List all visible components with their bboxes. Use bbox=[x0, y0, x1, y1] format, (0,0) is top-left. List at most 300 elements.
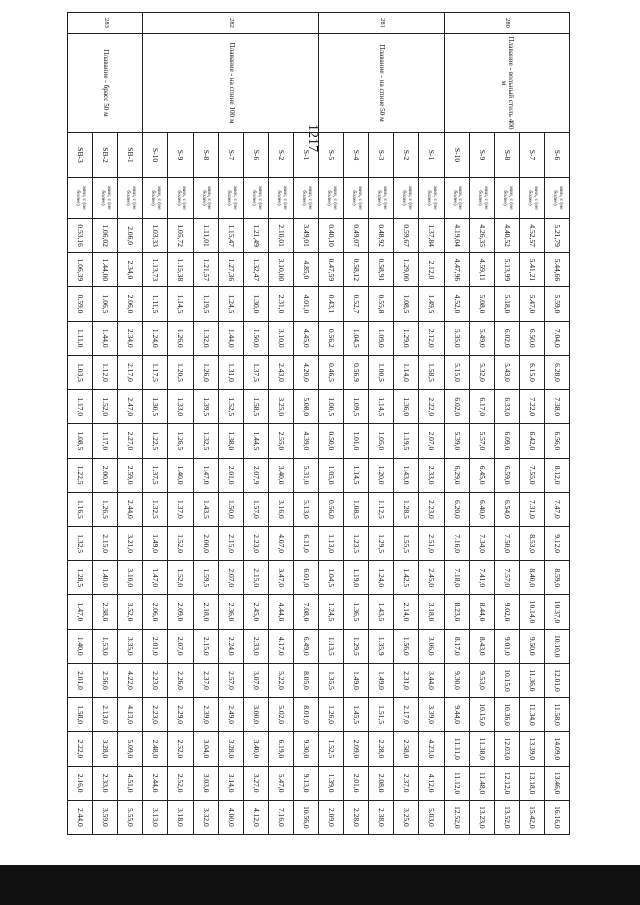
result-value: 1.32,5 bbox=[68, 526, 93, 560]
result-value: 5.39,0 bbox=[444, 424, 469, 458]
result-value: 1.13,5 bbox=[319, 629, 344, 663]
result-value: 2.18,0 bbox=[193, 595, 218, 629]
result-value: 3.10,0 bbox=[118, 561, 143, 595]
result-value: 1.20,5 bbox=[168, 355, 193, 389]
result-value: 11.36,0 bbox=[519, 663, 544, 697]
scan-bottom-border bbox=[0, 865, 640, 905]
result-value: 6.11,0 bbox=[293, 526, 318, 560]
result-value: 10.14,0 bbox=[519, 595, 544, 629]
result-value: 1.29,0 bbox=[394, 321, 419, 355]
result-value: 2.06,0 bbox=[118, 219, 143, 253]
result-value: 1.17,5 bbox=[143, 355, 168, 389]
result-value: 7.22,0 bbox=[519, 390, 544, 424]
result-value: 1.04,5 bbox=[319, 561, 344, 595]
result-value: 12.12,0 bbox=[494, 766, 519, 800]
result-value: 3.44,0 bbox=[419, 663, 444, 697]
result-value: 1.14,0 bbox=[394, 355, 419, 389]
sport-class: S-10 bbox=[444, 133, 469, 178]
result-value: 10.15,0 bbox=[469, 698, 494, 732]
result-value: 1.05,0 bbox=[369, 424, 394, 458]
sport-class: SB-2 bbox=[93, 133, 118, 178]
result-value: 3.03,0 bbox=[193, 766, 218, 800]
result-value: 8.53,0 bbox=[519, 526, 544, 560]
sport-class: S-9 bbox=[168, 133, 193, 178]
table-row bbox=[544, 13, 569, 835]
result-value: 12.03,0 bbox=[494, 732, 519, 766]
result-value: 2.28,0 bbox=[344, 800, 369, 834]
result-value: 1.38,0 bbox=[218, 424, 243, 458]
result-value: 4.40,52 bbox=[494, 219, 519, 253]
result-value: 2.12,0 bbox=[419, 321, 444, 355]
result-value: 3.40,0 bbox=[268, 458, 293, 492]
sport-class: S-8 bbox=[193, 133, 218, 178]
result-value: 0.48,92 bbox=[369, 219, 394, 253]
result-value: 5.02,0 bbox=[268, 698, 293, 732]
result-value: 6.29,0 bbox=[444, 458, 469, 492]
result-value: 1.47,0 bbox=[68, 595, 93, 629]
result-value: 2.52,0 bbox=[168, 732, 193, 766]
table-row bbox=[444, 13, 469, 835]
result-value: 0.43,1 bbox=[319, 287, 344, 321]
result-value: 2.33,0 bbox=[93, 766, 118, 800]
result-value: 1.24,5 bbox=[319, 595, 344, 629]
result-value: 8.23,0 bbox=[444, 595, 469, 629]
sport-class: S-6 bbox=[544, 133, 569, 178]
result-value: 7.55,0 bbox=[519, 458, 544, 492]
result-value: 0.56,9 bbox=[344, 355, 369, 389]
table-row bbox=[293, 13, 318, 835]
result-value: 2.07,0 bbox=[168, 629, 193, 663]
result-value: 1.44,00 bbox=[93, 253, 118, 287]
result-value: 2.47,0 bbox=[118, 390, 143, 424]
result-value: 12.52,0 bbox=[444, 800, 469, 834]
result-value: 2.01,0 bbox=[218, 458, 243, 492]
result-value: 1.37,5 bbox=[243, 355, 268, 389]
result-value: 6.40,0 bbox=[469, 492, 494, 526]
result-value: 2.31,0 bbox=[394, 663, 419, 697]
result-value: 13.46,0 bbox=[544, 766, 569, 800]
result-value: 5.09,0 bbox=[118, 732, 143, 766]
result-value: 10.37,0 bbox=[544, 595, 569, 629]
result-value: 1.01,0 bbox=[344, 424, 369, 458]
result-value: 1.26,0 bbox=[193, 355, 218, 389]
result-value: 5.18,0 bbox=[494, 287, 519, 321]
unit-label: мин, с (не более) bbox=[319, 178, 344, 219]
result-value: 0.50,0 bbox=[319, 424, 344, 458]
result-value: 1.12,5 bbox=[369, 492, 394, 526]
result-value: 8.05,0 bbox=[293, 663, 318, 697]
sport-class: S-4 bbox=[344, 133, 369, 178]
unit-label: мин, с (не более) bbox=[218, 178, 243, 219]
sport-class: S-8 bbox=[494, 133, 519, 178]
result-value: 1.43,5 bbox=[369, 595, 394, 629]
result-value: 8.59,0 bbox=[544, 561, 569, 595]
sport-class: S-2 bbox=[394, 133, 419, 178]
result-value: 6.56,0 bbox=[544, 424, 569, 458]
result-value: 16.16,0 bbox=[544, 800, 569, 834]
result-value: 3.14,0 bbox=[218, 766, 243, 800]
result-value: 4.20,0 bbox=[293, 355, 318, 389]
result-value: 6.45,0 bbox=[469, 458, 494, 492]
result-value: 1.26,0 bbox=[168, 321, 193, 355]
result-value: 2.28,0 bbox=[369, 732, 394, 766]
result-value: 1.15,38 bbox=[168, 253, 193, 287]
result-value: 1.14,5 bbox=[168, 287, 193, 321]
result-value: 0.47,59 bbox=[319, 253, 344, 287]
result-value: 2.24,0 bbox=[218, 629, 243, 663]
unit-label: мин, с (не более) bbox=[444, 178, 469, 219]
result-value: 0.58,12 bbox=[344, 253, 369, 287]
result-value: 3.00,0 bbox=[243, 698, 268, 732]
result-value: 1.14,5 bbox=[369, 390, 394, 424]
result-value: 6.49,0 bbox=[293, 629, 318, 663]
result-value: 7.04,0 bbox=[544, 321, 569, 355]
result-value: 2.07,0 bbox=[218, 561, 243, 595]
discipline-name: Плавание - брасс 50 м bbox=[68, 34, 143, 133]
result-value: 1.00,5 bbox=[369, 355, 394, 389]
result-value: 2.48,0 bbox=[143, 732, 168, 766]
result-value: 2.56,0 bbox=[93, 663, 118, 697]
result-value: 6.42,0 bbox=[519, 424, 544, 458]
result-value: 3.25,0 bbox=[394, 800, 419, 834]
result-value: 2.00,0 bbox=[193, 526, 218, 560]
result-value: 1.32,5 bbox=[143, 492, 168, 526]
result-value: 9.02,0 bbox=[494, 595, 519, 629]
result-value: 12.01,0 bbox=[544, 663, 569, 697]
result-value: 9.44,0 bbox=[444, 698, 469, 732]
result-value: 1.06,5 bbox=[93, 287, 118, 321]
result-value: 6.01,0 bbox=[293, 561, 318, 595]
result-value: 5.08,0 bbox=[469, 287, 494, 321]
result-value: 2.31,0 bbox=[268, 287, 293, 321]
result-value: 1.20,0 bbox=[369, 458, 394, 492]
result-value: 2.23,0 bbox=[419, 492, 444, 526]
result-value: 2.14,0 bbox=[394, 595, 419, 629]
result-value: 4.17,0 bbox=[268, 629, 293, 663]
result-value: 1.03,33 bbox=[143, 219, 168, 253]
result-value: 3.49,01 bbox=[293, 219, 318, 253]
result-value: 0.49,07 bbox=[344, 219, 369, 253]
result-value: 2.45,0 bbox=[419, 561, 444, 595]
unit-label: мин, с (не более) bbox=[419, 178, 444, 219]
result-value: 7.16,0 bbox=[444, 526, 469, 560]
result-value: 2.38,0 bbox=[93, 595, 118, 629]
result-value: 1.53,0 bbox=[93, 629, 118, 663]
result-value: 1.22,5 bbox=[68, 458, 93, 492]
result-value: 2.38,0 bbox=[369, 800, 394, 834]
result-value: 2.06,0 bbox=[118, 287, 143, 321]
result-value: 1.43,0 bbox=[394, 458, 419, 492]
result-value: 2.23,0 bbox=[143, 663, 168, 697]
unit-label: мин, с (не более) bbox=[494, 178, 519, 219]
result-value: 2.09,0 bbox=[319, 800, 344, 834]
result-value: 7.57,0 bbox=[494, 561, 519, 595]
result-value: 1.08,5 bbox=[68, 424, 93, 458]
result-value: 1.56,0 bbox=[394, 629, 419, 663]
result-value: 1.49,0 bbox=[143, 526, 168, 560]
result-value: 4.59,11 bbox=[469, 253, 494, 287]
result-value: 8.43,0 bbox=[469, 629, 494, 663]
result-value: 7.08,0 bbox=[293, 595, 318, 629]
result-value: 11.34,0 bbox=[519, 698, 544, 732]
result-value: 2.36,0 bbox=[218, 595, 243, 629]
result-value: 11.11,0 bbox=[444, 732, 469, 766]
result-value: 3.32,0 bbox=[193, 800, 218, 834]
result-value: 1.42,5 bbox=[394, 561, 419, 595]
result-value: 2.34,0 bbox=[118, 321, 143, 355]
result-value: 3.07,0 bbox=[243, 663, 268, 697]
result-value: 2.13,0 bbox=[93, 698, 118, 732]
result-value: 1.29,00 bbox=[394, 253, 419, 287]
result-value: 2.52,0 bbox=[168, 766, 193, 800]
result-value: 3.04,0 bbox=[193, 732, 218, 766]
result-value: 2.43,0 bbox=[268, 355, 293, 389]
result-value: 1.36,5 bbox=[344, 595, 369, 629]
result-value: 1.24,0 bbox=[369, 561, 394, 595]
unit-label: мин, с (не более) bbox=[243, 178, 268, 219]
result-value: 1.17,0 bbox=[68, 390, 93, 424]
result-value: 7.41,0 bbox=[469, 561, 494, 595]
result-value: 1.11,0 bbox=[68, 321, 93, 355]
unit-label: мин, с (не более) bbox=[268, 178, 293, 219]
rotated-table-wrapper bbox=[67, 12, 570, 835]
result-value: 7.47,0 bbox=[544, 492, 569, 526]
discipline-id: 280 bbox=[444, 13, 569, 34]
result-value: 2.01,0 bbox=[68, 663, 93, 697]
result-value: 6.50,0 bbox=[519, 321, 544, 355]
result-value: 5.13,99 bbox=[494, 253, 519, 287]
result-value: 1.06,39 bbox=[68, 253, 93, 287]
result-value: 7.34,0 bbox=[469, 526, 494, 560]
result-value: 1.52,5 bbox=[319, 732, 344, 766]
result-value: 7.31,0 bbox=[519, 492, 544, 526]
result-value: 1.44,0 bbox=[93, 321, 118, 355]
result-value: 9.30,0 bbox=[293, 732, 318, 766]
table-row bbox=[93, 13, 118, 835]
result-value: 1.49,0 bbox=[344, 663, 369, 697]
sport-class: S-9 bbox=[469, 133, 494, 178]
result-value: 6.33,0 bbox=[494, 390, 519, 424]
result-value: 1.43,5 bbox=[193, 492, 218, 526]
result-value: 3.39,0 bbox=[419, 698, 444, 732]
result-value: 2.07,0 bbox=[419, 424, 444, 458]
result-value: 5.55,0 bbox=[118, 800, 143, 834]
discipline-id: 281 bbox=[319, 13, 444, 34]
result-value: 3.47,0 bbox=[268, 561, 293, 595]
result-value: 1.49,5 bbox=[419, 287, 444, 321]
result-value: 1.39,5 bbox=[193, 390, 218, 424]
unit-label: мин, с (не более) bbox=[394, 178, 419, 219]
result-value: 2.58,0 bbox=[394, 732, 419, 766]
result-value: 13.23,0 bbox=[469, 800, 494, 834]
result-value: 6.17,0 bbox=[469, 390, 494, 424]
result-value: 2.12,0 bbox=[419, 253, 444, 287]
result-value: 1.36,0 bbox=[394, 390, 419, 424]
result-value: 1.27,36 bbox=[218, 253, 243, 287]
sport-class: S-1 bbox=[419, 133, 444, 178]
result-value: 2.57,0 bbox=[218, 663, 243, 697]
result-value: 5.35,0 bbox=[444, 321, 469, 355]
result-value: 4.01,0 bbox=[293, 287, 318, 321]
result-value: 1.37,84 bbox=[419, 219, 444, 253]
table-row bbox=[243, 13, 268, 835]
result-value: 6.02,0 bbox=[444, 390, 469, 424]
table-row bbox=[143, 13, 168, 835]
result-value: 1.06,02 bbox=[93, 219, 118, 253]
result-value: 9.12,0 bbox=[544, 526, 569, 560]
result-value: 1.22,5 bbox=[143, 424, 168, 458]
result-value: 5.43,0 bbox=[494, 355, 519, 389]
result-value: 1.26,0 bbox=[319, 698, 344, 732]
result-value: 4.00,0 bbox=[218, 800, 243, 834]
result-value: 1.13,73 bbox=[143, 253, 168, 287]
result-value: 1.33,0 bbox=[168, 390, 193, 424]
result-value: 13.52,0 bbox=[494, 800, 519, 834]
table-row bbox=[419, 13, 444, 835]
result-value: 1.31,0 bbox=[218, 355, 243, 389]
result-value: 2.37,0 bbox=[394, 766, 419, 800]
result-value: 2.59,0 bbox=[118, 458, 143, 492]
result-value: 1.40,0 bbox=[68, 629, 93, 663]
result-value: 0.53,16 bbox=[68, 219, 93, 253]
unit-label: мин, с (не более) bbox=[68, 178, 93, 219]
page-number: 1217 bbox=[305, 124, 320, 152]
result-value: 11.38,0 bbox=[469, 732, 494, 766]
result-value: 1.44,5 bbox=[243, 424, 268, 458]
result-value: 4.22,0 bbox=[118, 663, 143, 697]
result-value: 5.15,0 bbox=[444, 355, 469, 389]
sport-class: S-1 bbox=[293, 133, 318, 178]
result-value: 2.22,0 bbox=[419, 390, 444, 424]
result-value: 4.07,0 bbox=[268, 526, 293, 560]
result-value: 4.51,0 bbox=[118, 766, 143, 800]
result-value: 6.02,0 bbox=[494, 321, 519, 355]
discipline-id: 283 bbox=[68, 13, 143, 34]
result-value: 5.47,0 bbox=[519, 287, 544, 321]
result-value: 1.52,0 bbox=[93, 390, 118, 424]
result-value: 14.09,0 bbox=[544, 732, 569, 766]
result-value: 1.52,0 bbox=[168, 526, 193, 560]
result-value: 3.18,0 bbox=[419, 595, 444, 629]
result-value: 1.16,5 bbox=[68, 492, 93, 526]
result-value: 3.10,0 bbox=[268, 321, 293, 355]
result-value: 5.13,0 bbox=[293, 492, 318, 526]
result-value: 1.40,0 bbox=[168, 458, 193, 492]
result-value: 1.49,0 bbox=[369, 663, 394, 697]
result-value: 6.09,0 bbox=[494, 424, 519, 458]
result-value: 2.29,0 bbox=[168, 698, 193, 732]
result-value: 3.16,0 bbox=[268, 492, 293, 526]
sport-class: SB-1 bbox=[118, 133, 143, 178]
result-value: 7.50,0 bbox=[494, 526, 519, 560]
result-value: 4.52,57 bbox=[519, 219, 544, 253]
unit-label: мин, с (не более) bbox=[544, 178, 569, 219]
result-value: 2.33,0 bbox=[419, 458, 444, 492]
result-value: 8.44,0 bbox=[469, 595, 494, 629]
result-value: 2.37,0 bbox=[193, 663, 218, 697]
result-value: 5.44,66 bbox=[544, 253, 569, 287]
result-value: 0.56,2 bbox=[319, 321, 344, 355]
result-value: 6.19,0 bbox=[268, 732, 293, 766]
result-value: 3.28,0 bbox=[218, 732, 243, 766]
result-value: 2.10,01 bbox=[268, 219, 293, 253]
result-value: 13.39,0 bbox=[519, 732, 544, 766]
result-value: 1.57,0 bbox=[243, 492, 268, 526]
result-value: 6.54,0 bbox=[494, 492, 519, 526]
result-value: 5.32,0 bbox=[469, 355, 494, 389]
discipline-id: 282 bbox=[143, 13, 319, 34]
table-row bbox=[519, 13, 544, 835]
result-value: 10.56,0 bbox=[293, 800, 318, 834]
result-value: 4.47,96 bbox=[444, 253, 469, 287]
result-value: 4.44,0 bbox=[268, 595, 293, 629]
result-value: 1.47,0 bbox=[193, 458, 218, 492]
result-value: 1.19,0 bbox=[344, 561, 369, 595]
result-value: 8.17,0 bbox=[444, 629, 469, 663]
result-value: 2.34,0 bbox=[118, 253, 143, 287]
result-value: 1.13,0 bbox=[319, 526, 344, 560]
result-value: 1.55,5 bbox=[394, 526, 419, 560]
sport-class: S-3 bbox=[369, 133, 394, 178]
result-value: 0.52,7 bbox=[344, 287, 369, 321]
result-value: 2.44,0 bbox=[68, 800, 93, 834]
result-value: 6.15,0 bbox=[519, 355, 544, 389]
result-value: 1.52,0 bbox=[168, 561, 193, 595]
result-value: 2.06,0 bbox=[143, 595, 168, 629]
result-value: 6.28,0 bbox=[544, 355, 569, 389]
result-value: 1.30,5 bbox=[143, 390, 168, 424]
table-row bbox=[268, 13, 293, 835]
table-row bbox=[193, 13, 218, 835]
result-value: 9.01,0 bbox=[494, 629, 519, 663]
result-value: 1.14,5 bbox=[344, 458, 369, 492]
result-value: 2.22,0 bbox=[68, 732, 93, 766]
result-value: 1.21,49 bbox=[243, 219, 268, 253]
result-value: 3.10,00 bbox=[268, 253, 293, 287]
result-value: 1.08,5 bbox=[344, 492, 369, 526]
result-value: 1.24,5 bbox=[218, 287, 243, 321]
result-value: 1.11,5 bbox=[143, 287, 168, 321]
table-row bbox=[344, 13, 369, 835]
result-value: 1.37,0 bbox=[168, 492, 193, 526]
result-value: 1.39,0 bbox=[319, 766, 344, 800]
result-value: 1.04,5 bbox=[344, 321, 369, 355]
result-value: 1.52,5 bbox=[218, 390, 243, 424]
result-value: 3.40,0 bbox=[243, 732, 268, 766]
result-value: 7.18,0 bbox=[444, 561, 469, 595]
result-value: 1.21,57 bbox=[193, 253, 218, 287]
result-value: 1.26,5 bbox=[93, 492, 118, 526]
result-value: 1.12,0 bbox=[93, 355, 118, 389]
result-value: 3.06,0 bbox=[419, 629, 444, 663]
result-value: 1.19,5 bbox=[193, 287, 218, 321]
result-value: 3.25,0 bbox=[268, 390, 293, 424]
result-value: 0.59,0 bbox=[68, 287, 93, 321]
result-value: 0.56,0 bbox=[319, 492, 344, 526]
result-value: 1.44,0 bbox=[218, 321, 243, 355]
result-value: 10.15,0 bbox=[494, 663, 519, 697]
result-value: 2.45,0 bbox=[243, 595, 268, 629]
table-row bbox=[218, 13, 243, 835]
unit-label: мин, с (не более) bbox=[369, 178, 394, 219]
sport-class: S-7 bbox=[218, 133, 243, 178]
result-value: 11.48,0 bbox=[469, 766, 494, 800]
result-value: 1.23,5 bbox=[344, 526, 369, 560]
result-value: 2.17,0 bbox=[118, 355, 143, 389]
result-value: 2.27,0 bbox=[118, 424, 143, 458]
result-value: 9.13,0 bbox=[293, 766, 318, 800]
result-value: 1.03,5 bbox=[68, 355, 93, 389]
